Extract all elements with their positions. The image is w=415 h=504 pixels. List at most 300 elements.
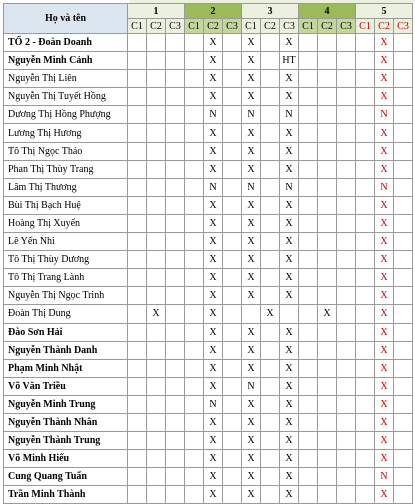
mark-cell-g4-c1[interactable] — [299, 269, 318, 287]
mark-cell-g2-c1[interactable] — [185, 70, 204, 88]
mark-cell-g4-c2[interactable] — [318, 52, 337, 70]
mark-cell-g1-c2[interactable] — [147, 269, 166, 287]
mark-cell-g2-c2[interactable]: X — [204, 160, 223, 178]
member-name-cell[interactable]: TỔ 2 - Đoàn Doanh — [4, 34, 128, 52]
mark-cell-g5-c3[interactable] — [394, 486, 413, 504]
mark-cell-g1-c1[interactable] — [128, 395, 147, 413]
mark-cell-g5-c1[interactable] — [356, 269, 375, 287]
mark-cell-g2-c2[interactable]: X — [204, 70, 223, 88]
mark-cell-g1-c2[interactable] — [147, 214, 166, 232]
mark-cell-g5-c3[interactable] — [394, 233, 413, 251]
g3-c2-header[interactable]: C2 — [261, 19, 280, 34]
mark-cell-g5-c3[interactable] — [394, 377, 413, 395]
mark-cell-g2-c1[interactable] — [185, 395, 204, 413]
mark-cell-g4-c3[interactable] — [337, 432, 356, 450]
g5-c3-header[interactable]: C3 — [394, 19, 413, 34]
mark-cell-g2-c2[interactable]: X — [204, 359, 223, 377]
member-name-cell[interactable]: Lương Thị Hương — [4, 124, 128, 142]
mark-cell-g1-c2[interactable] — [147, 450, 166, 468]
mark-cell-g2-c1[interactable] — [185, 305, 204, 323]
g1-c3-header[interactable]: C3 — [166, 19, 185, 34]
mark-cell-g4-c2[interactable] — [318, 142, 337, 160]
mark-cell-g1-c3[interactable] — [166, 341, 185, 359]
mark-cell-g3-c1[interactable]: X — [242, 124, 261, 142]
mark-cell-g4-c1[interactable] — [299, 88, 318, 106]
mark-cell-g1-c1[interactable] — [128, 70, 147, 88]
member-name-cell[interactable]: Nguyễn Minh Trung — [4, 395, 128, 413]
mark-cell-g5-c3[interactable] — [394, 34, 413, 52]
mark-cell-g1-c2[interactable]: X — [147, 305, 166, 323]
mark-cell-g3-c3[interactable]: X — [280, 88, 299, 106]
member-name-cell[interactable]: Nguyễn Thành Trung — [4, 432, 128, 450]
g4-c1-header[interactable]: C1 — [299, 19, 318, 34]
mark-cell-g2-c1[interactable] — [185, 124, 204, 142]
mark-cell-g1-c3[interactable] — [166, 34, 185, 52]
mark-cell-g4-c3[interactable] — [337, 287, 356, 305]
mark-cell-g3-c3[interactable]: X — [280, 233, 299, 251]
mark-cell-g3-c2[interactable] — [261, 450, 280, 468]
mark-cell-g5-c1[interactable] — [356, 70, 375, 88]
mark-cell-g1-c2[interactable] — [147, 142, 166, 160]
mark-cell-g2-c1[interactable] — [185, 413, 204, 431]
mark-cell-g4-c2[interactable] — [318, 341, 337, 359]
mark-cell-g5-c3[interactable] — [394, 196, 413, 214]
mark-cell-g3-c1[interactable]: X — [242, 359, 261, 377]
mark-cell-g4-c2[interactable] — [318, 323, 337, 341]
mark-cell-g2-c1[interactable] — [185, 106, 204, 124]
mark-cell-g5-c2[interactable]: X — [375, 251, 394, 269]
mark-cell-g3-c1[interactable]: X — [242, 413, 261, 431]
mark-cell-g3-c2[interactable] — [261, 486, 280, 504]
mark-cell-g5-c3[interactable] — [394, 359, 413, 377]
g5-c2-header[interactable]: C2 — [375, 19, 394, 34]
mark-cell-g5-c3[interactable] — [394, 341, 413, 359]
mark-cell-g3-c2[interactable]: X — [261, 305, 280, 323]
mark-cell-g3-c1[interactable]: X — [242, 323, 261, 341]
mark-cell-g3-c2[interactable] — [261, 52, 280, 70]
mark-cell-g1-c1[interactable] — [128, 124, 147, 142]
mark-cell-g4-c2[interactable] — [318, 287, 337, 305]
mark-cell-g4-c1[interactable] — [299, 486, 318, 504]
mark-cell-g1-c1[interactable] — [128, 160, 147, 178]
mark-cell-g5-c1[interactable] — [356, 305, 375, 323]
mark-cell-g2-c2[interactable]: X — [204, 377, 223, 395]
member-name-cell[interactable]: Trần Minh Thành — [4, 486, 128, 504]
mark-cell-g1-c3[interactable] — [166, 450, 185, 468]
mark-cell-g3-c3[interactable]: X — [280, 323, 299, 341]
g1-c2-header[interactable]: C2 — [147, 19, 166, 34]
mark-cell-g3-c1[interactable]: X — [242, 450, 261, 468]
member-name-cell[interactable]: Đoàn Thị Dung — [4, 305, 128, 323]
mark-cell-g1-c2[interactable] — [147, 413, 166, 431]
mark-cell-g3-c3[interactable]: X — [280, 124, 299, 142]
mark-cell-g3-c1[interactable]: X — [242, 214, 261, 232]
mark-cell-g5-c3[interactable] — [394, 178, 413, 196]
mark-cell-g1-c1[interactable] — [128, 377, 147, 395]
mark-cell-g1-c1[interactable] — [128, 432, 147, 450]
mark-cell-g3-c1[interactable]: X — [242, 70, 261, 88]
mark-cell-g2-c3[interactable] — [223, 214, 242, 232]
mark-cell-g1-c2[interactable] — [147, 233, 166, 251]
member-name-cell[interactable]: Tô Thị Trang Lành — [4, 269, 128, 287]
mark-cell-g3-c3[interactable]: HT — [280, 52, 299, 70]
mark-cell-g5-c2[interactable]: X — [375, 160, 394, 178]
mark-cell-g2-c2[interactable]: N — [204, 106, 223, 124]
mark-cell-g4-c2[interactable] — [318, 395, 337, 413]
member-name-cell[interactable]: Nguyễn Thị Tuyết Hồng — [4, 88, 128, 106]
g4-c3-header[interactable]: C3 — [337, 19, 356, 34]
mark-cell-g3-c2[interactable] — [261, 269, 280, 287]
mark-cell-g4-c3[interactable] — [337, 413, 356, 431]
mark-cell-g3-c2[interactable] — [261, 196, 280, 214]
g1-c1-header[interactable]: C1 — [128, 19, 147, 34]
mark-cell-g2-c2[interactable]: X — [204, 196, 223, 214]
mark-cell-g4-c1[interactable] — [299, 395, 318, 413]
mark-cell-g3-c3[interactable]: X — [280, 287, 299, 305]
mark-cell-g3-c2[interactable] — [261, 142, 280, 160]
mark-cell-g3-c2[interactable] — [261, 359, 280, 377]
mark-cell-g2-c2[interactable]: X — [204, 214, 223, 232]
g2-c2-header[interactable]: C2 — [204, 19, 223, 34]
mark-cell-g1-c1[interactable] — [128, 305, 147, 323]
mark-cell-g3-c1[interactable]: X — [242, 251, 261, 269]
mark-cell-g1-c3[interactable] — [166, 413, 185, 431]
mark-cell-g4-c1[interactable] — [299, 287, 318, 305]
mark-cell-g3-c1[interactable]: X — [242, 432, 261, 450]
mark-cell-g1-c3[interactable] — [166, 124, 185, 142]
mark-cell-g4-c2[interactable] — [318, 106, 337, 124]
mark-cell-g4-c1[interactable] — [299, 323, 318, 341]
mark-cell-g5-c3[interactable] — [394, 142, 413, 160]
mark-cell-g2-c3[interactable] — [223, 269, 242, 287]
mark-cell-g5-c1[interactable] — [356, 486, 375, 504]
mark-cell-g2-c2[interactable]: X — [204, 52, 223, 70]
mark-cell-g2-c2[interactable]: X — [204, 233, 223, 251]
mark-cell-g5-c2[interactable]: X — [375, 70, 394, 88]
mark-cell-g4-c1[interactable] — [299, 468, 318, 486]
member-name-cell[interactable]: Cung Quang Tuấn — [4, 468, 128, 486]
mark-cell-g5-c2[interactable]: N — [375, 178, 394, 196]
mark-cell-g3-c1[interactable]: N — [242, 377, 261, 395]
mark-cell-g2-c2[interactable]: X — [204, 251, 223, 269]
mark-cell-g3-c2[interactable] — [261, 214, 280, 232]
mark-cell-g5-c1[interactable] — [356, 251, 375, 269]
mark-cell-g4-c1[interactable] — [299, 359, 318, 377]
g3-c3-header[interactable]: C3 — [280, 19, 299, 34]
mark-cell-g2-c2[interactable]: X — [204, 486, 223, 504]
mark-cell-g4-c3[interactable] — [337, 305, 356, 323]
mark-cell-g3-c1[interactable]: X — [242, 34, 261, 52]
mark-cell-g1-c1[interactable] — [128, 106, 147, 124]
mark-cell-g3-c2[interactable] — [261, 88, 280, 106]
mark-cell-g4-c2[interactable] — [318, 413, 337, 431]
mark-cell-g1-c3[interactable] — [166, 214, 185, 232]
mark-cell-g3-c2[interactable] — [261, 124, 280, 142]
mark-cell-g4-c2[interactable] — [318, 196, 337, 214]
mark-cell-g1-c1[interactable] — [128, 88, 147, 106]
mark-cell-g5-c1[interactable] — [356, 468, 375, 486]
mark-cell-g2-c1[interactable] — [185, 468, 204, 486]
mark-cell-g5-c3[interactable] — [394, 88, 413, 106]
mark-cell-g2-c3[interactable] — [223, 70, 242, 88]
mark-cell-g4-c3[interactable] — [337, 377, 356, 395]
mark-cell-g2-c3[interactable] — [223, 413, 242, 431]
mark-cell-g1-c3[interactable] — [166, 323, 185, 341]
mark-cell-g2-c1[interactable] — [185, 432, 204, 450]
mark-cell-g5-c3[interactable] — [394, 269, 413, 287]
mark-cell-g1-c2[interactable] — [147, 196, 166, 214]
mark-cell-g1-c2[interactable] — [147, 468, 166, 486]
mark-cell-g1-c3[interactable] — [166, 468, 185, 486]
mark-cell-g4-c1[interactable] — [299, 70, 318, 88]
mark-cell-g2-c1[interactable] — [185, 450, 204, 468]
mark-cell-g4-c1[interactable] — [299, 106, 318, 124]
mark-cell-g5-c3[interactable] — [394, 287, 413, 305]
mark-cell-g3-c3[interactable]: X — [280, 70, 299, 88]
mark-cell-g3-c1[interactable]: N — [242, 178, 261, 196]
mark-cell-g3-c3[interactable]: X — [280, 377, 299, 395]
mark-cell-g4-c3[interactable] — [337, 251, 356, 269]
mark-cell-g4-c3[interactable] — [337, 70, 356, 88]
member-name-cell[interactable]: Nguyễn Thị Ngọc Trinh — [4, 287, 128, 305]
mark-cell-g5-c2[interactable]: N — [375, 106, 394, 124]
mark-cell-g3-c2[interactable] — [261, 413, 280, 431]
group-1-header[interactable]: 1 — [128, 4, 185, 19]
mark-cell-g4-c3[interactable] — [337, 196, 356, 214]
mark-cell-g5-c2[interactable]: X — [375, 214, 394, 232]
mark-cell-g5-c2[interactable]: X — [375, 305, 394, 323]
member-name-cell[interactable]: Phan Thị Thùy Trang — [4, 160, 128, 178]
mark-cell-g3-c2[interactable] — [261, 233, 280, 251]
mark-cell-g3-c2[interactable] — [261, 468, 280, 486]
mark-cell-g1-c2[interactable] — [147, 34, 166, 52]
mark-cell-g3-c3[interactable]: X — [280, 486, 299, 504]
mark-cell-g1-c2[interactable] — [147, 70, 166, 88]
member-name-cell[interactable]: Nguyễn Thành Danh — [4, 341, 128, 359]
mark-cell-g4-c1[interactable] — [299, 413, 318, 431]
mark-cell-g3-c3[interactable]: X — [280, 413, 299, 431]
group-5-header[interactable]: 5 — [356, 4, 413, 19]
mark-cell-g1-c1[interactable] — [128, 251, 147, 269]
mark-cell-g5-c3[interactable] — [394, 468, 413, 486]
mark-cell-g5-c2[interactable]: X — [375, 377, 394, 395]
mark-cell-g4-c1[interactable] — [299, 214, 318, 232]
mark-cell-g3-c2[interactable] — [261, 323, 280, 341]
mark-cell-g2-c1[interactable] — [185, 287, 204, 305]
group-3-header[interactable]: 3 — [242, 4, 299, 19]
mark-cell-g1-c2[interactable] — [147, 486, 166, 504]
mark-cell-g2-c2[interactable]: X — [204, 287, 223, 305]
mark-cell-g4-c2[interactable] — [318, 124, 337, 142]
mark-cell-g3-c2[interactable] — [261, 70, 280, 88]
mark-cell-g5-c3[interactable] — [394, 70, 413, 88]
mark-cell-g2-c2[interactable]: X — [204, 468, 223, 486]
mark-cell-g5-c2[interactable]: X — [375, 413, 394, 431]
mark-cell-g1-c3[interactable] — [166, 359, 185, 377]
mark-cell-g1-c3[interactable] — [166, 196, 185, 214]
mark-cell-g2-c2[interactable]: X — [204, 413, 223, 431]
mark-cell-g3-c2[interactable] — [261, 160, 280, 178]
mark-cell-g4-c2[interactable] — [318, 70, 337, 88]
mark-cell-g1-c3[interactable] — [166, 395, 185, 413]
mark-cell-g4-c1[interactable] — [299, 160, 318, 178]
mark-cell-g5-c3[interactable] — [394, 413, 413, 431]
mark-cell-g1-c3[interactable] — [166, 70, 185, 88]
mark-cell-g5-c2[interactable]: X — [375, 395, 394, 413]
mark-cell-g1-c2[interactable] — [147, 341, 166, 359]
mark-cell-g4-c1[interactable] — [299, 432, 318, 450]
mark-cell-g5-c1[interactable] — [356, 395, 375, 413]
mark-cell-g1-c3[interactable] — [166, 287, 185, 305]
mark-cell-g5-c2[interactable]: X — [375, 323, 394, 341]
mark-cell-g4-c3[interactable] — [337, 88, 356, 106]
mark-cell-g1-c3[interactable] — [166, 160, 185, 178]
mark-cell-g2-c3[interactable] — [223, 106, 242, 124]
g3-c1-header[interactable]: C1 — [242, 19, 261, 34]
mark-cell-g5-c2[interactable]: X — [375, 287, 394, 305]
mark-cell-g5-c3[interactable] — [394, 52, 413, 70]
mark-cell-g4-c2[interactable] — [318, 251, 337, 269]
mark-cell-g3-c2[interactable] — [261, 178, 280, 196]
mark-cell-g5-c1[interactable] — [356, 196, 375, 214]
mark-cell-g1-c1[interactable] — [128, 34, 147, 52]
mark-cell-g2-c3[interactable] — [223, 160, 242, 178]
mark-cell-g4-c2[interactable] — [318, 88, 337, 106]
mark-cell-g5-c1[interactable] — [356, 359, 375, 377]
mark-cell-g1-c1[interactable] — [128, 52, 147, 70]
mark-cell-g2-c2[interactable]: X — [204, 341, 223, 359]
mark-cell-g5-c1[interactable] — [356, 178, 375, 196]
mark-cell-g5-c3[interactable] — [394, 124, 413, 142]
member-name-cell[interactable]: Hoàng Thị Xuyến — [4, 214, 128, 232]
mark-cell-g5-c1[interactable] — [356, 34, 375, 52]
mark-cell-g2-c3[interactable] — [223, 287, 242, 305]
member-name-cell[interactable]: Nguyễn Minh Cảnh — [4, 52, 128, 70]
mark-cell-g1-c2[interactable] — [147, 52, 166, 70]
mark-cell-g1-c2[interactable] — [147, 106, 166, 124]
mark-cell-g2-c1[interactable] — [185, 160, 204, 178]
mark-cell-g5-c3[interactable] — [394, 432, 413, 450]
mark-cell-g3-c3[interactable]: X — [280, 34, 299, 52]
mark-cell-g1-c2[interactable] — [147, 124, 166, 142]
mark-cell-g5-c3[interactable] — [394, 323, 413, 341]
mark-cell-g5-c1[interactable] — [356, 341, 375, 359]
mark-cell-g5-c1[interactable] — [356, 287, 375, 305]
mark-cell-g5-c2[interactable]: X — [375, 486, 394, 504]
mark-cell-g2-c3[interactable] — [223, 305, 242, 323]
mark-cell-g4-c1[interactable] — [299, 450, 318, 468]
mark-cell-g1-c1[interactable] — [128, 413, 147, 431]
mark-cell-g2-c1[interactable] — [185, 34, 204, 52]
mark-cell-g1-c1[interactable] — [128, 450, 147, 468]
mark-cell-g4-c1[interactable] — [299, 124, 318, 142]
mark-cell-g4-c3[interactable] — [337, 106, 356, 124]
mark-cell-g4-c1[interactable] — [299, 178, 318, 196]
mark-cell-g4-c1[interactable] — [299, 233, 318, 251]
mark-cell-g2-c2[interactable]: X — [204, 323, 223, 341]
mark-cell-g4-c1[interactable] — [299, 142, 318, 160]
mark-cell-g1-c2[interactable] — [147, 359, 166, 377]
group-2-header[interactable]: 2 — [185, 4, 242, 19]
mark-cell-g1-c3[interactable] — [166, 52, 185, 70]
mark-cell-g3-c3[interactable] — [280, 305, 299, 323]
mark-cell-g4-c3[interactable] — [337, 323, 356, 341]
mark-cell-g3-c1[interactable]: X — [242, 395, 261, 413]
mark-cell-g4-c1[interactable] — [299, 251, 318, 269]
g5-c1-header[interactable]: C1 — [356, 19, 375, 34]
mark-cell-g1-c1[interactable] — [128, 468, 147, 486]
mark-cell-g5-c2[interactable]: X — [375, 196, 394, 214]
mark-cell-g4-c1[interactable] — [299, 341, 318, 359]
mark-cell-g4-c3[interactable] — [337, 160, 356, 178]
mark-cell-g5-c1[interactable] — [356, 124, 375, 142]
mark-cell-g1-c1[interactable] — [128, 359, 147, 377]
mark-cell-g2-c3[interactable] — [223, 377, 242, 395]
mark-cell-g3-c2[interactable] — [261, 106, 280, 124]
mark-cell-g1-c2[interactable] — [147, 395, 166, 413]
member-name-cell[interactable]: Nguyễn Thị Liên — [4, 70, 128, 88]
mark-cell-g3-c1[interactable]: X — [242, 287, 261, 305]
mark-cell-g3-c1[interactable]: X — [242, 269, 261, 287]
mark-cell-g2-c3[interactable] — [223, 395, 242, 413]
mark-cell-g3-c3[interactable]: X — [280, 196, 299, 214]
member-name-cell[interactable]: Phạm Minh Nhật — [4, 359, 128, 377]
mark-cell-g4-c3[interactable] — [337, 142, 356, 160]
mark-cell-g1-c3[interactable] — [166, 269, 185, 287]
mark-cell-g3-c1[interactable]: X — [242, 52, 261, 70]
mark-cell-g5-c2[interactable]: X — [375, 124, 394, 142]
mark-cell-g2-c1[interactable] — [185, 486, 204, 504]
mark-cell-g3-c3[interactable]: X — [280, 359, 299, 377]
mark-cell-g2-c3[interactable] — [223, 251, 242, 269]
mark-cell-g3-c1[interactable]: X — [242, 160, 261, 178]
mark-cell-g4-c2[interactable] — [318, 377, 337, 395]
mark-cell-g3-c3[interactable]: X — [280, 341, 299, 359]
mark-cell-g4-c3[interactable] — [337, 34, 356, 52]
mark-cell-g3-c3[interactable]: X — [280, 395, 299, 413]
mark-cell-g1-c1[interactable] — [128, 178, 147, 196]
mark-cell-g5-c2[interactable]: X — [375, 450, 394, 468]
mark-cell-g5-c3[interactable] — [394, 251, 413, 269]
mark-cell-g3-c2[interactable] — [261, 34, 280, 52]
mark-cell-g3-c3[interactable]: X — [280, 468, 299, 486]
mark-cell-g3-c3[interactable]: X — [280, 450, 299, 468]
mark-cell-g1-c1[interactable] — [128, 486, 147, 504]
mark-cell-g1-c2[interactable] — [147, 377, 166, 395]
mark-cell-g2-c2[interactable]: X — [204, 142, 223, 160]
mark-cell-g4-c2[interactable] — [318, 269, 337, 287]
mark-cell-g3-c3[interactable]: N — [280, 106, 299, 124]
mark-cell-g3-c1[interactable]: N — [242, 106, 261, 124]
mark-cell-g5-c2[interactable]: X — [375, 88, 394, 106]
mark-cell-g5-c1[interactable] — [356, 432, 375, 450]
mark-cell-g5-c2[interactable]: X — [375, 432, 394, 450]
mark-cell-g4-c1[interactable] — [299, 305, 318, 323]
mark-cell-g1-c1[interactable] — [128, 287, 147, 305]
mark-cell-g5-c1[interactable] — [356, 106, 375, 124]
mark-cell-g3-c1[interactable]: X — [242, 196, 261, 214]
mark-cell-g2-c3[interactable] — [223, 34, 242, 52]
mark-cell-g2-c3[interactable] — [223, 88, 242, 106]
mark-cell-g5-c2[interactable]: N — [375, 468, 394, 486]
mark-cell-g4-c2[interactable] — [318, 359, 337, 377]
mark-cell-g4-c2[interactable] — [318, 468, 337, 486]
mark-cell-g3-c3[interactable]: X — [280, 251, 299, 269]
mark-cell-g5-c3[interactable] — [394, 450, 413, 468]
mark-cell-g5-c1[interactable] — [356, 160, 375, 178]
mark-cell-g4-c2[interactable] — [318, 160, 337, 178]
mark-cell-g3-c3[interactable]: X — [280, 142, 299, 160]
